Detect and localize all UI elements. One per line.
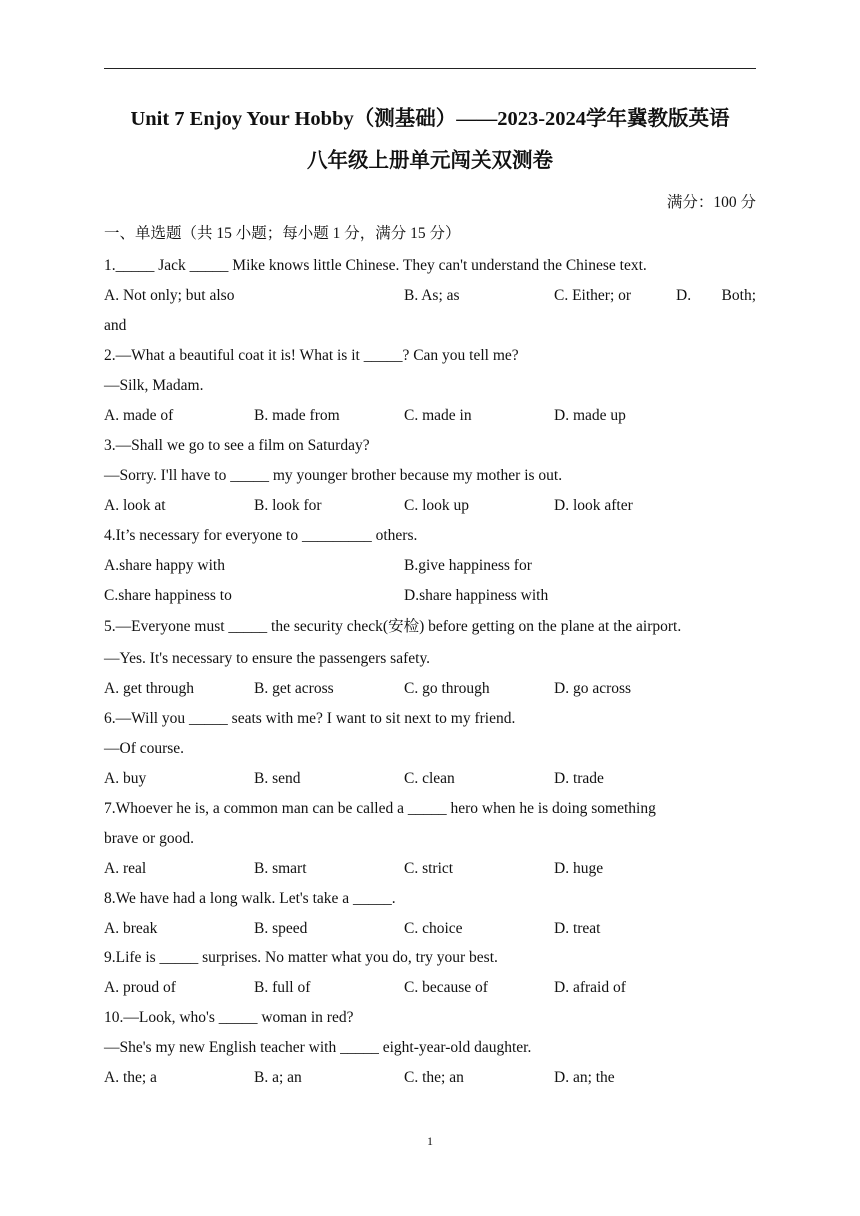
question-7-option-a: A. real bbox=[104, 860, 147, 877]
question-5-stem: 5.—Everyone must _____ the security check(安检) before getting on the plane at the airport. bbox=[104, 618, 682, 635]
question-9-option-b: B. full of bbox=[254, 979, 311, 996]
question-2-option-c: C. made in bbox=[404, 407, 472, 424]
question-1-option-d-text: Both; bbox=[721, 287, 756, 304]
question-5-option-a: A. get through bbox=[104, 680, 194, 697]
question-7-option-c: C. strict bbox=[404, 860, 454, 877]
question-5-option-b: B. get across bbox=[254, 680, 334, 697]
question-8-option-b: B. speed bbox=[254, 920, 308, 937]
question-6-option-b: B. send bbox=[254, 770, 301, 787]
question-9-stem: 9.Life is _____ surprises. No matter what you do, try your best. bbox=[104, 949, 498, 966]
document-title-line1: Unit 7 Enjoy Your Hobby（测基础）——2023-2024学年冀教版英语 bbox=[130, 108, 730, 130]
question-2-option-a: A. made of bbox=[104, 407, 174, 424]
question-1-option-d-label: D. bbox=[676, 287, 692, 304]
question-8-option-c: C. choice bbox=[404, 920, 463, 937]
question-3-option-b: B. look for bbox=[254, 497, 322, 514]
question-2-stem: 2.—What a beautiful coat it is! What is it _____? Can you tell me? bbox=[104, 347, 519, 364]
section-heading: 一、单选题（共 15 小题；每小题 1 分，满分 15 分） bbox=[104, 225, 461, 242]
header-rule bbox=[104, 68, 756, 69]
question-8-stem: 8.We have had a long walk. Let's take a _____. bbox=[104, 890, 396, 907]
question-10-stem: 10.—Look, who's _____ woman in red? bbox=[104, 1009, 354, 1026]
question-3-reply: —Sorry. I'll have to _____ my younger brother because my mother is out. bbox=[104, 467, 563, 484]
question-6-option-c: C. clean bbox=[404, 770, 455, 787]
question-10-option-d: D. an; the bbox=[554, 1069, 615, 1086]
question-4-option-d: D.share happiness with bbox=[404, 587, 549, 604]
page-number: 1 bbox=[427, 1134, 433, 1148]
question-7-stem: 7.Whoever he is, a common man can be called a _____ hero when he is doing something bbox=[104, 800, 656, 817]
full-score: 满分：100 分 bbox=[666, 194, 756, 211]
question-4-option-c: C.share happiness to bbox=[104, 587, 232, 604]
question-3-option-a: A. look at bbox=[104, 497, 166, 514]
question-1-option-c: C. Either; or bbox=[554, 287, 632, 304]
question-8-option-a: A. break bbox=[104, 920, 158, 937]
question-3-option-c: C. look up bbox=[404, 497, 470, 514]
question-6-reply: —Of course. bbox=[104, 740, 185, 757]
document-title-line2: 八年级上册单元闯关双测卷 bbox=[307, 150, 553, 172]
question-10-option-b: B. a; an bbox=[254, 1069, 302, 1086]
question-7-option-d: D. huge bbox=[554, 860, 604, 877]
question-5-reply: —Yes. It's necessary to ensure the passengers safety. bbox=[104, 650, 431, 667]
question-6-option-a: A. buy bbox=[104, 770, 147, 787]
question-10-option-c: C. the; an bbox=[404, 1069, 464, 1086]
question-10-reply: —She's my new English teacher with _____ eight-year-old daughter. bbox=[104, 1039, 532, 1056]
question-5-option-c: C. go through bbox=[404, 680, 490, 697]
question-1-option-d-continued: and bbox=[104, 317, 127, 334]
question-9-option-a: A. proud of bbox=[104, 979, 176, 996]
question-1-stem: 1._____ Jack _____ Mike knows little Chinese. They can't understand the Chinese text. bbox=[104, 257, 647, 274]
question-8-option-d: D. treat bbox=[554, 920, 601, 937]
question-4-option-b: B.give happiness for bbox=[404, 557, 532, 574]
question-10-option-a: A. the; a bbox=[104, 1069, 157, 1086]
question-4-stem: 4.It’s necessary for everyone to _________ others. bbox=[104, 527, 418, 544]
question-6-stem: 6.—Will you _____ seats with me? I want to sit next to my friend. bbox=[104, 710, 516, 727]
question-3-stem: 3.—Shall we go to see a film on Saturday? bbox=[104, 437, 370, 454]
question-9-option-c: C. because of bbox=[404, 979, 488, 996]
question-7-stem-continued: brave or good. bbox=[104, 830, 194, 847]
question-4-option-a: A.share happy with bbox=[104, 557, 225, 574]
question-1-option-a: A. Not only; but also bbox=[104, 287, 235, 304]
question-6-option-d: D. trade bbox=[554, 770, 604, 787]
question-2-option-b: B. made from bbox=[254, 407, 340, 424]
question-3-option-d: D. look after bbox=[554, 497, 633, 514]
question-2-reply: —Silk, Madam. bbox=[104, 377, 204, 394]
question-5-option-d: D. go across bbox=[554, 680, 632, 697]
question-9-option-d: D. afraid of bbox=[554, 979, 626, 996]
question-7-option-b: B. smart bbox=[254, 860, 307, 877]
question-1-option-b: B. As; as bbox=[404, 287, 460, 304]
question-2-option-d: D. made up bbox=[554, 407, 626, 424]
